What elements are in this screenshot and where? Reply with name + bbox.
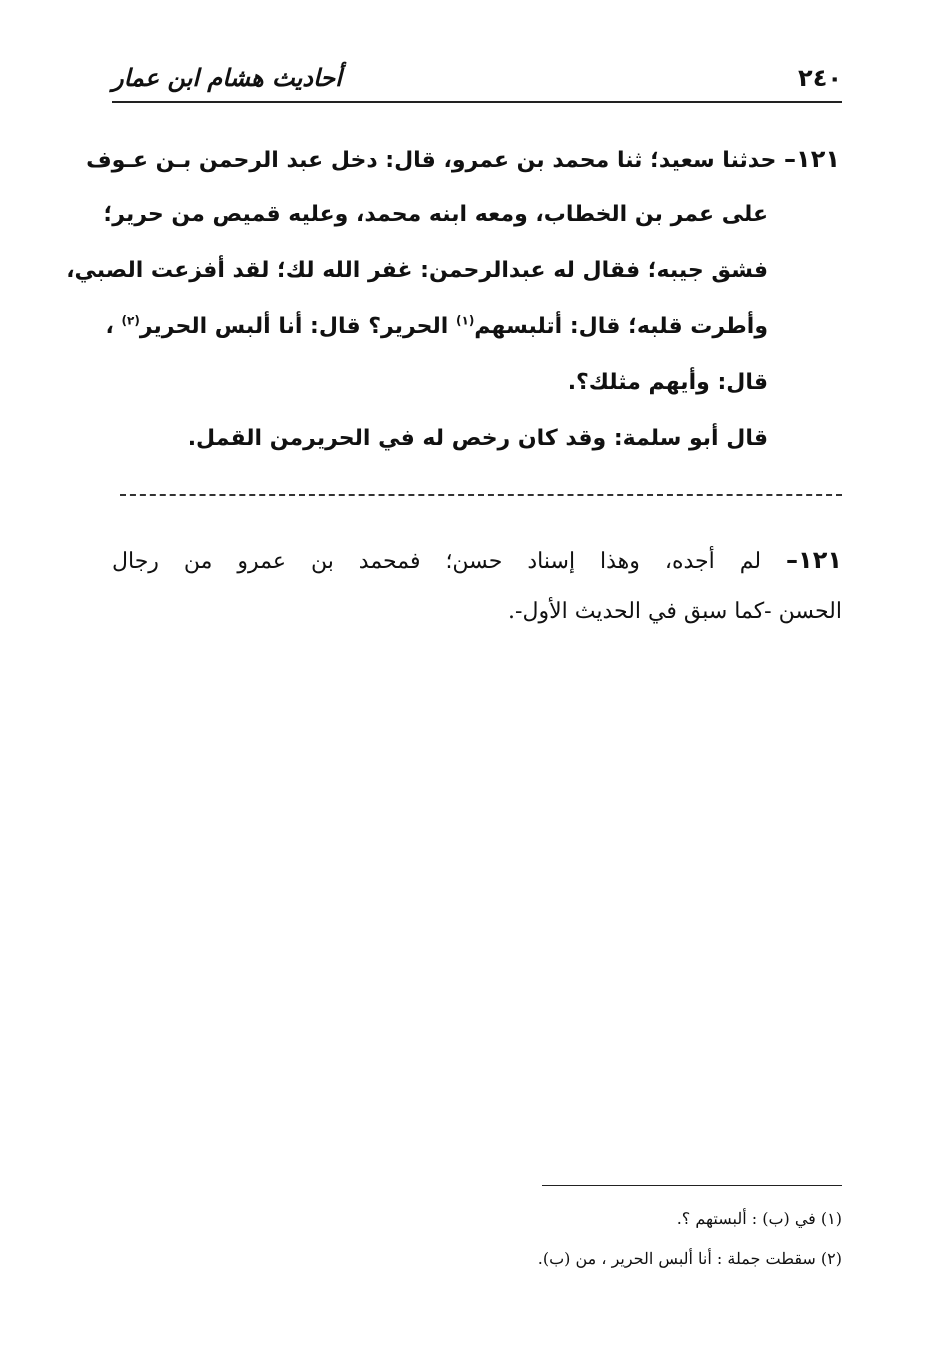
footnote-rule: [542, 1185, 842, 1186]
hadith-line-6: قال أبو سلمة: وقد كان رخص له في الحريرمن القمل.: [187, 426, 768, 451]
footnote-mark-1: (١): [456, 313, 475, 328]
hadith-line-4: [105, 306, 840, 362]
footnotes: [400, 1204, 842, 1284]
hadith-text: [66, 138, 840, 474]
commentary-text: [112, 540, 842, 644]
hadith-line-4-part-2: الحرير؟ قال: أنا ألبس الحرير: [139, 314, 449, 339]
commentary-line-2: الحسن -كما سبق في الحديث الأول-.: [508, 599, 842, 624]
header-rule: [112, 101, 842, 103]
commentary-number: ١٢١–: [786, 546, 842, 574]
hadith-number: ١٢١–: [784, 145, 840, 173]
commentary-line-1: [112, 540, 842, 592]
hadith-line-5: قال: وأيهم مثلك؟.: [567, 370, 768, 395]
hadith-line-1-text: حدثنا سعيد؛ ثنا محمد بن عمرو، قال: دخل عبد الرحمن بـن عـوف: [86, 148, 777, 173]
footnote-2: (٢) سقطت جملة : أنا ألبس الحرير ، من (ب).: [537, 1249, 842, 1268]
hadith-line-4-part-3: ،: [105, 314, 114, 339]
footnote-mark-2: (٢): [121, 313, 140, 328]
page-header: [112, 60, 842, 100]
hadith-line-3: فشق جيبه؛ فقال له عبدالرحمن: غفر الله لك؛ لقد أفزعت الصبي،: [66, 258, 768, 283]
section-divider: [120, 494, 842, 496]
running-title: أحاديث هشام ابن عمار: [112, 64, 342, 92]
page-number: ٢٤٠: [798, 64, 842, 92]
hadith-line-1: [86, 138, 840, 194]
hadith-line-2: على عمر بن الخطاب، ومعه ابنه محمد، وعليه قميص من حرير؛: [103, 202, 768, 227]
footnote-1: (١) في (ب) : ألبستهم ؟.: [676, 1209, 842, 1228]
hadith-line-4-part-1: وأطرت قلبه؛ قال: أتلبسهم: [474, 314, 768, 339]
commentary-line-1-text: لم أجده، وهذا إسناد حسن؛ فمحمد بن عمرو من رجال: [112, 549, 762, 574]
